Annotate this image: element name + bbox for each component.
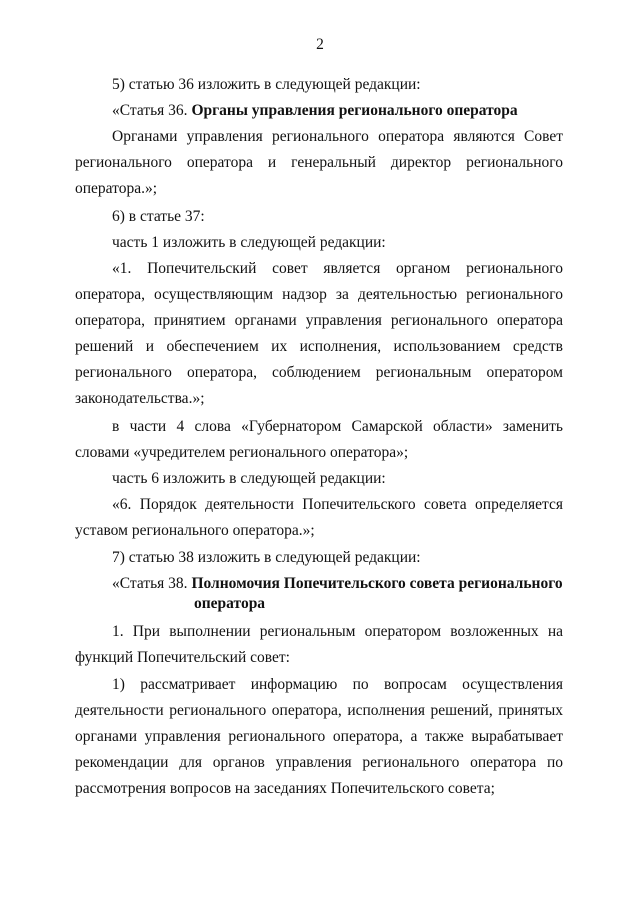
text-line: уставом регионального оператора.»; — [75, 522, 315, 539]
text-line: часть 6 изложить в следующей редакции: — [112, 470, 386, 487]
text-line: словами «учредителем регионального оператора»; — [75, 444, 409, 461]
article-36-heading — [112, 101, 563, 121]
article-36-title: Органы управления регионального оператора — [191, 102, 518, 119]
text-line: «6. Порядок деятельности Попечительского совета определяется — [112, 496, 563, 513]
text-line: решений и обеспечением их исполнения, использованием средств — [75, 338, 563, 355]
page-number: 2 — [316, 36, 324, 53]
text-line: 1) рассматривает информацию по вопросам осуществления — [112, 676, 563, 693]
text-line: регионального оператора и генеральный директор регионального — [75, 154, 563, 171]
text-line: оператора, принятием органами управления регионального оператора — [75, 312, 563, 329]
article-38-title-continued: оператора — [194, 595, 266, 612]
text-line: часть 1 изложить в следующей редакции: — [112, 234, 386, 251]
text-line: функций Попечительский совет: — [75, 649, 290, 666]
article-38-prefix: «Статья 38. — [112, 575, 192, 592]
text-line: оператора, осуществляющим надзор за деятельностью регионального — [75, 286, 563, 303]
article-38-heading — [112, 574, 563, 594]
article-38-title: Полномочия Попечительского совета регионального — [191, 575, 563, 592]
text-line: законодательства.»; — [75, 390, 205, 407]
text-line: Органами управления регионального оператора являются Совет — [112, 128, 563, 145]
text-line: в части 4 слова «Губернатором Самарской области» заменить — [112, 418, 563, 435]
text-line: 6) в статье 37: — [112, 208, 205, 225]
text-line: деятельности регионального оператора, исполнения решений, принятых — [75, 702, 563, 719]
text-line: органами управления регионального оператора, а также вырабатывает — [75, 728, 563, 745]
text-line: «1. Попечительский совет является органом регионального — [112, 260, 563, 277]
text-line: рекомендации для органов управления регионального оператора по — [75, 754, 563, 771]
text-line: 1. При выполнении региональным оператором возложенных на — [112, 623, 563, 640]
text-line: рассмотрения вопросов на заседаниях Попечительского совета; — [75, 780, 495, 797]
text-line: 7) статью 38 изложить в следующей редакции: — [112, 549, 421, 566]
text-line: 5) статью 36 изложить в следующей редакции: — [112, 76, 421, 93]
article-36-prefix: «Статья 36. — [112, 102, 192, 119]
text-line: оператора.»; — [75, 180, 158, 197]
text-line: регионального оператора, соблюдением региональным оператором — [75, 364, 563, 381]
